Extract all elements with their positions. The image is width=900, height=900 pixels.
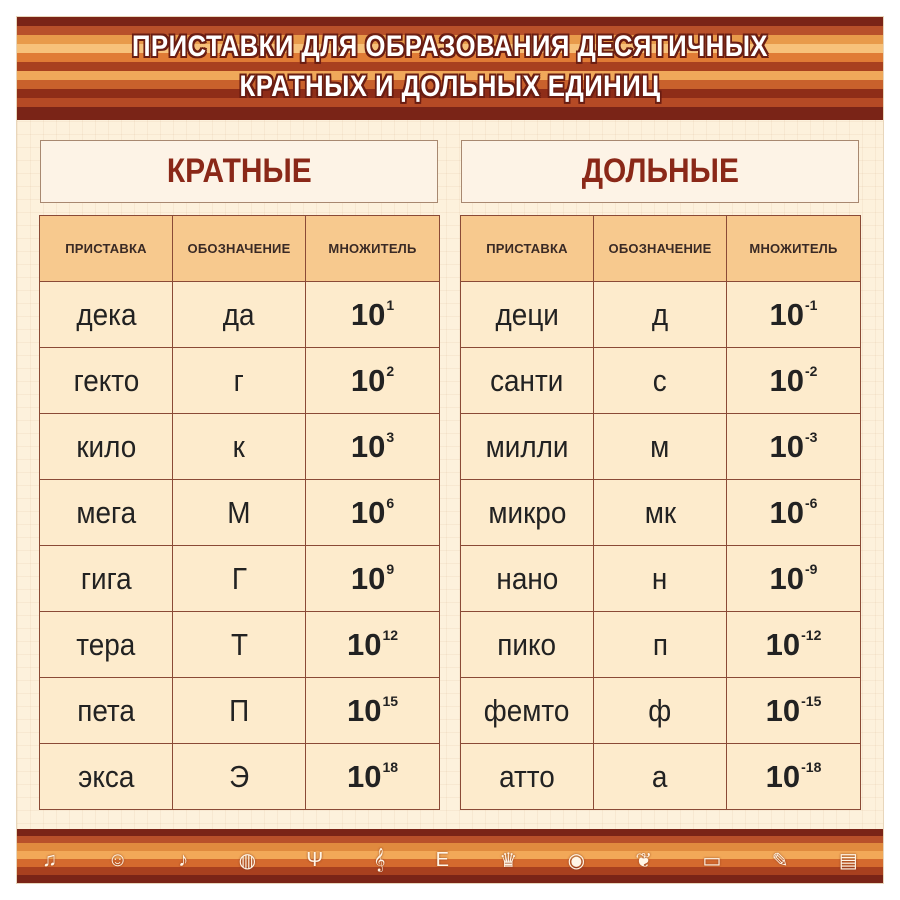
multiplier-base: 10 [769, 494, 805, 530]
table-row [40, 414, 440, 480]
multiplier-exponent: -2 [805, 362, 818, 379]
multiplier-exponent: -18 [801, 758, 822, 775]
multiplier-exponent: 3 [386, 428, 395, 445]
page-title [78, 27, 823, 107]
prefix-cell: тера [40, 612, 173, 678]
multiplier-base: 10 [346, 626, 382, 662]
poster [17, 17, 883, 883]
table-row [40, 546, 440, 612]
submultiples-table [460, 215, 861, 810]
multiplier-base: 10 [350, 494, 386, 530]
symbol-cell: Э [173, 744, 306, 810]
multiples-heading: КРАТНЫЕ [40, 140, 438, 203]
table-row [461, 414, 861, 480]
symbol-cell: да [173, 282, 306, 348]
footer-icon-strip [17, 845, 883, 875]
column-header-prefix: ПРИСТАВКА [40, 216, 173, 282]
prefix-cell: пета [40, 678, 173, 744]
pencil-icon: ✎ [771, 849, 789, 872]
multiplier-base: 10 [765, 692, 801, 728]
prefix-cell: мега [40, 480, 173, 546]
multiplier-exponent: 2 [386, 362, 395, 379]
multiplier-base: 10 [769, 560, 805, 596]
symbol-cell: с [594, 348, 727, 414]
symbol-cell: П [173, 678, 306, 744]
multiplier-base: 10 [769, 362, 805, 398]
prefix-cell: нано [461, 546, 594, 612]
multiplier-exponent: -12 [801, 626, 822, 643]
leaf-icon: ❦ [635, 849, 653, 872]
table-row [40, 744, 440, 810]
multiplier-exponent: -1 [805, 296, 818, 313]
column-header-multiplier: МНОЖИТЕЛЬ [306, 216, 440, 282]
prefix-cell: гекто [40, 348, 173, 414]
multiplier-exponent: -15 [801, 692, 822, 709]
symbol-cell: г [173, 348, 306, 414]
prefix-cell: санти [461, 348, 594, 414]
table-row [40, 612, 440, 678]
multiplier-base: 10 [350, 560, 386, 596]
symbol-cell: д [594, 282, 727, 348]
book-icon: ▤ [838, 849, 858, 872]
multiplier-base: 10 [765, 626, 801, 662]
multiplier-base: 10 [350, 362, 386, 398]
multiplier-cell [306, 546, 440, 612]
multiplier-cell [306, 480, 440, 546]
multiplier-exponent: 15 [382, 692, 399, 709]
multiplier-base: 10 [769, 296, 805, 332]
multiplier-exponent: 12 [382, 626, 399, 643]
symbol-cell: Г [173, 546, 306, 612]
table-header-row [40, 216, 440, 282]
symbol-cell: а [594, 744, 727, 810]
multiplier-base: 10 [346, 692, 382, 728]
multiplier-cell [727, 480, 861, 546]
symbol-cell: мк [594, 480, 727, 546]
symbol-cell: н [594, 546, 727, 612]
submultiples-heading: ДОЛЬНЫЕ [461, 140, 859, 203]
multiplier-base: 10 [350, 296, 386, 332]
ruler-icon: ▭ [702, 849, 722, 872]
title-line-1: ПРИСТАВКИ ДЛЯ ОБРАЗОВАНИЯ ДЕСЯТИЧНЫХ [131, 30, 769, 63]
prefix-cell: милли [461, 414, 594, 480]
basketball-icon: ◉ [567, 849, 586, 872]
prefix-cell: фемто [461, 678, 594, 744]
symbol-cell: Т [173, 612, 306, 678]
table-row [461, 612, 861, 678]
symbol-cell: м [594, 414, 727, 480]
multiplier-cell [306, 678, 440, 744]
multiplier-cell [727, 612, 861, 678]
prefix-cell: кило [40, 414, 173, 480]
multiplier-cell [727, 282, 861, 348]
multiplier-cell [727, 348, 861, 414]
mask-icon: ☺ [107, 848, 128, 871]
multiplier-base: 10 [765, 758, 801, 794]
symbol-cell: ф [594, 678, 727, 744]
multiplier-cell [727, 414, 861, 480]
multiplier-exponent: 18 [382, 758, 399, 775]
multiplier-cell [727, 546, 861, 612]
table-row [40, 348, 440, 414]
multiples-table [39, 215, 440, 810]
column-header-symbol: ОБОЗНАЧЕНИЕ [594, 216, 727, 282]
table-row [461, 744, 861, 810]
saxophone-icon: ♪ [178, 848, 189, 871]
table-row [461, 282, 861, 348]
table-row [40, 282, 440, 348]
multiplier-exponent: 9 [386, 560, 395, 577]
prefix-cell: пико [461, 612, 594, 678]
treble-clef-icon: 𝄞 [373, 848, 386, 871]
column-header-multiplier: МНОЖИТЕЛЬ [727, 216, 861, 282]
letter-e-icon: E [435, 848, 449, 871]
column-header-symbol: ОБОЗНАЧЕНИЕ [173, 216, 306, 282]
globe-icon: ◍ [238, 849, 257, 872]
multiplier-cell [306, 282, 440, 348]
trophy-icon: ♛ [499, 849, 518, 872]
prefix-cell: экса [40, 744, 173, 810]
multiplier-exponent: -6 [805, 494, 818, 511]
multiplier-cell [306, 744, 440, 810]
multiplier-base: 10 [346, 758, 382, 794]
table-row [461, 480, 861, 546]
multiplier-exponent: 1 [386, 296, 395, 313]
symbol-cell: к [173, 414, 306, 480]
multiplier-base: 10 [769, 428, 805, 464]
table-row [40, 480, 440, 546]
prefix-cell: деци [461, 282, 594, 348]
prefix-cell: дека [40, 282, 173, 348]
multiplier-exponent: 6 [386, 494, 395, 511]
multiplier-cell [306, 414, 440, 480]
multiplier-cell [306, 348, 440, 414]
multiplier-exponent: -3 [805, 428, 818, 445]
table-row [461, 348, 861, 414]
multiplier-cell [727, 678, 861, 744]
column-header-prefix: ПРИСТАВКА [461, 216, 594, 282]
prefix-cell: атто [461, 744, 594, 810]
table-row [40, 678, 440, 744]
prefix-cell: гига [40, 546, 173, 612]
symbol-cell: п [594, 612, 727, 678]
multiplier-base: 10 [350, 428, 386, 464]
multiplier-cell [727, 744, 861, 810]
symbol-cell: М [173, 480, 306, 546]
lyre-icon: Ψ [306, 848, 324, 871]
prefix-cell: микро [461, 480, 594, 546]
multiplier-cell [306, 612, 440, 678]
title-line-2: КРАТНЫХ И ДОЛЬНЫХ ЕДИНИЦ [239, 70, 661, 103]
table-row [461, 546, 861, 612]
table-header-row [461, 216, 861, 282]
multiplier-exponent: -9 [805, 560, 818, 577]
table-row [461, 678, 861, 744]
music-note-icon: ♫ [42, 848, 58, 871]
